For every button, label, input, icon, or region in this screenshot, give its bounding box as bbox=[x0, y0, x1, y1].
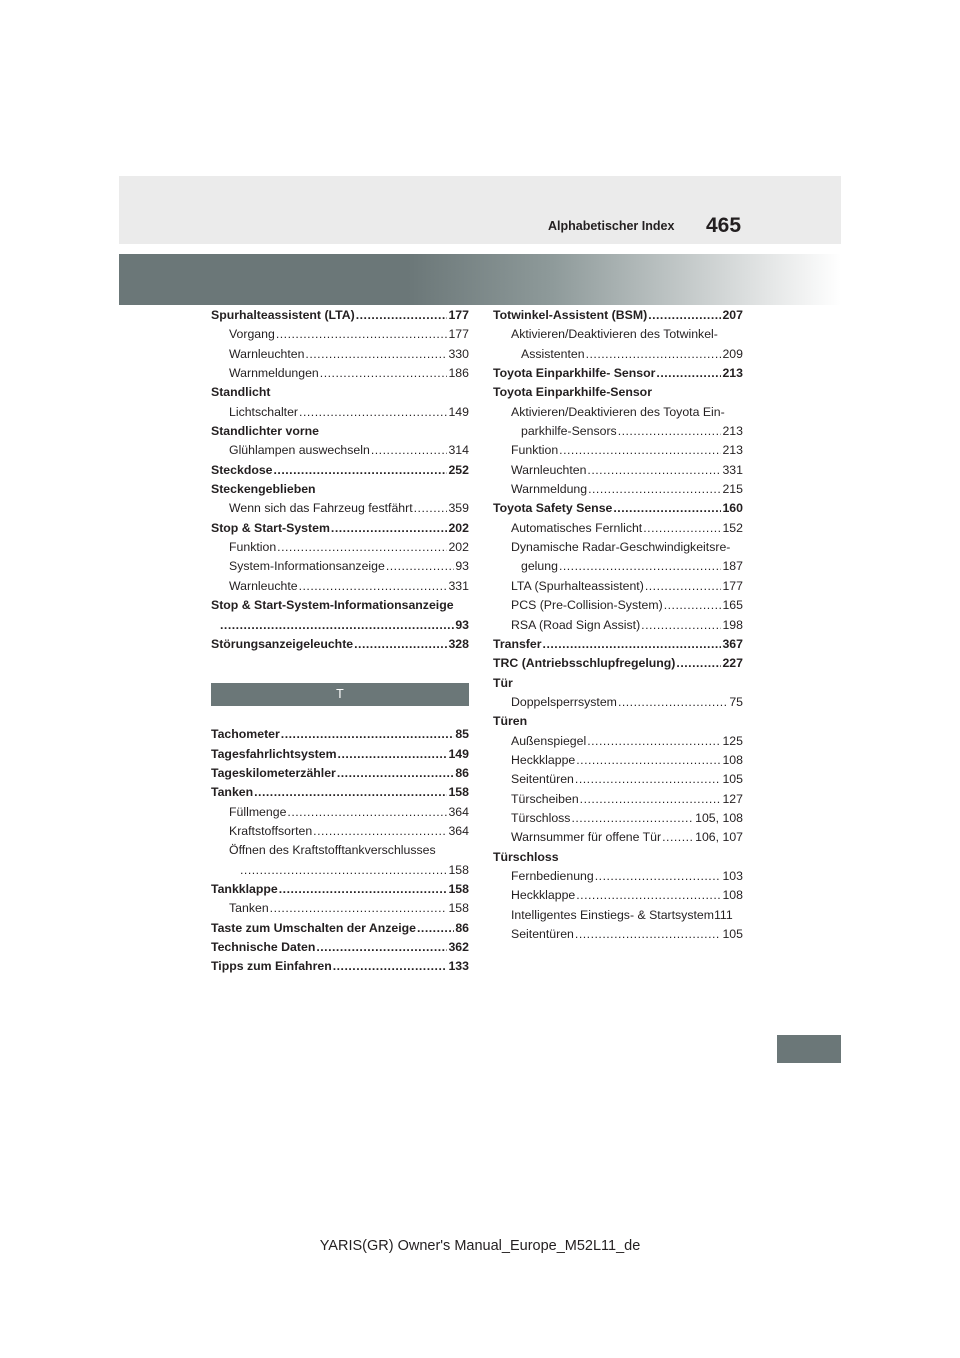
index-entry bbox=[211, 841, 469, 860]
entry-page-ref: 252 bbox=[448, 462, 469, 477]
entry-label: Warnsummer für offene Tür bbox=[511, 830, 662, 845]
section-title: Alphabetischer Index bbox=[548, 219, 675, 233]
entry-label: Warnleuchte bbox=[229, 578, 298, 593]
index-entry bbox=[211, 364, 469, 383]
entry-page-ref: 330 bbox=[448, 346, 469, 361]
entry-page-ref: 158 bbox=[448, 901, 469, 916]
entry-label: Funktion bbox=[511, 443, 559, 458]
dot-leader bbox=[281, 725, 455, 744]
entry-label: Warnleuchten bbox=[511, 462, 587, 477]
entry-label: Funktion bbox=[229, 540, 277, 555]
entry-page-ref: 133 bbox=[448, 959, 469, 974]
entry-page-ref: 105 bbox=[722, 772, 743, 787]
entry-label: Intelligentes Einstiegs- & Startsystem bbox=[511, 907, 714, 922]
dot-leader bbox=[580, 790, 722, 809]
entry-page-ref: 75 bbox=[729, 694, 743, 709]
entry-label: Taste zum Umschalten der Anzeige bbox=[211, 920, 416, 935]
dot-leader bbox=[276, 325, 448, 344]
entry-label: Heckklappe bbox=[511, 752, 576, 767]
entry-page-ref: 158 bbox=[448, 881, 469, 896]
entry-label: Dynamische Radar-Geschwindigkeitsre- bbox=[511, 540, 731, 555]
index-entry bbox=[493, 538, 743, 557]
entry-label: Türen bbox=[493, 714, 528, 729]
index-entry bbox=[493, 809, 743, 828]
dot-leader bbox=[414, 499, 448, 518]
index-block-t-continued bbox=[493, 306, 743, 944]
index-entry bbox=[211, 725, 469, 744]
entry-label: Tachometer bbox=[211, 727, 280, 742]
entry-page-ref: 314 bbox=[448, 443, 469, 458]
entry-label: LTA (Spurhalteassistent) bbox=[511, 578, 644, 593]
dot-leader bbox=[641, 616, 721, 635]
dot-leader bbox=[305, 345, 447, 364]
entry-label: gelung bbox=[521, 559, 558, 574]
entry-page-ref: 331 bbox=[448, 578, 469, 593]
entry-label: Toyota Einparkhilfe-Sensor bbox=[493, 385, 652, 400]
entry-page-ref: 198 bbox=[722, 617, 743, 632]
entry-label: Türschloss bbox=[493, 849, 559, 864]
index-entry bbox=[493, 693, 743, 712]
dot-leader bbox=[559, 557, 722, 576]
entry-label: Tanken bbox=[229, 901, 269, 916]
dot-leader bbox=[618, 693, 728, 712]
entry-label: Tankklappe bbox=[211, 881, 278, 896]
dot-leader bbox=[299, 403, 447, 422]
index-entry bbox=[211, 635, 469, 654]
entry-page-ref: 158 bbox=[448, 862, 469, 877]
dot-leader bbox=[338, 745, 448, 764]
entry-label: Fernbedienung bbox=[511, 868, 594, 883]
entry-label: parkhilfe-Sensors bbox=[521, 424, 617, 439]
index-entry bbox=[211, 306, 469, 325]
index-entry bbox=[493, 577, 743, 596]
entry-page-ref: 86 bbox=[455, 920, 469, 935]
entry-page-ref: 213 bbox=[722, 443, 743, 458]
index-entry bbox=[493, 635, 743, 654]
index-entry bbox=[493, 712, 743, 731]
entry-page-ref: 213 bbox=[722, 424, 743, 439]
entry-page-ref: 359 bbox=[448, 501, 469, 516]
entry-label: PCS (Pre-Collision-System) bbox=[511, 598, 663, 613]
entry-label: Tipps zum Einfahren bbox=[211, 959, 332, 974]
entry-page-ref: 160 bbox=[722, 501, 743, 516]
dot-leader bbox=[354, 635, 447, 654]
entry-label: Füllmenge bbox=[229, 804, 287, 819]
index-entry bbox=[211, 957, 469, 976]
index-entry bbox=[493, 480, 743, 499]
index-entry bbox=[493, 325, 743, 344]
index-entry bbox=[493, 557, 743, 576]
entry-label: TRC (Antriebsschlupfregelung) bbox=[493, 656, 676, 671]
dot-leader bbox=[274, 461, 448, 480]
index-entry bbox=[211, 764, 469, 783]
entry-label: Türscheiben bbox=[511, 791, 579, 806]
entry-label: Aktivieren/Deaktivieren des Totwinkel- bbox=[511, 327, 718, 342]
entry-label: Lichtschalter bbox=[229, 404, 299, 419]
entry-page-ref: 177 bbox=[722, 578, 743, 593]
entry-page-ref: 202 bbox=[448, 520, 469, 535]
index-entry bbox=[493, 848, 743, 867]
footer-manual-id: YARIS(GR) Owner's Manual_Europe_M52L11_de bbox=[319, 1238, 641, 1254]
index-entry bbox=[493, 422, 743, 441]
dot-leader bbox=[559, 441, 721, 460]
entry-page-ref: 93 bbox=[455, 617, 469, 632]
entry-page-ref: 186 bbox=[448, 366, 469, 381]
index-entry bbox=[211, 403, 469, 422]
entry-page-ref: 364 bbox=[448, 804, 469, 819]
index-column-right bbox=[493, 306, 743, 944]
index-entry bbox=[493, 345, 743, 364]
entry-page-ref: 108 bbox=[722, 752, 743, 767]
index-entry bbox=[211, 899, 469, 918]
entry-label: Störungsanzeigeleuchte bbox=[211, 636, 354, 651]
entry-page-ref: 127 bbox=[722, 791, 743, 806]
entry-page-ref: 152 bbox=[722, 520, 743, 535]
index-entry bbox=[211, 519, 469, 538]
dot-leader bbox=[643, 519, 721, 538]
entry-label: Wenn sich das Fahrzeug festfährt bbox=[229, 501, 413, 516]
entry-page-ref: 105, 108 bbox=[695, 810, 743, 825]
entry-label: Doppelsperrsystem bbox=[511, 694, 617, 709]
index-entry bbox=[493, 770, 743, 789]
entry-label: Stop & Start-System-Informationsanzeige bbox=[211, 598, 454, 613]
dot-leader bbox=[337, 764, 454, 783]
index-entry bbox=[493, 364, 743, 383]
index-entry bbox=[211, 616, 469, 635]
entry-page-ref: 215 bbox=[722, 482, 743, 497]
entry-label: Glühlampen auswechseln bbox=[229, 443, 370, 458]
index-entry bbox=[211, 461, 469, 480]
entry-label: Öffnen des Kraftstofftankverschlusses bbox=[229, 843, 436, 858]
dot-leader bbox=[575, 925, 722, 944]
entry-page-ref: 362 bbox=[448, 939, 469, 954]
entry-label: Aktivieren/Deaktivieren des Toyota Ein- bbox=[511, 404, 725, 419]
dot-leader bbox=[587, 461, 721, 480]
dot-leader bbox=[279, 880, 448, 899]
index-entry bbox=[211, 919, 469, 938]
entry-page-ref: 149 bbox=[448, 746, 469, 761]
dot-leader bbox=[648, 306, 721, 325]
entry-label: Tür bbox=[493, 675, 513, 690]
entry-page-ref: 103 bbox=[722, 868, 743, 883]
index-entry bbox=[493, 519, 743, 538]
entry-page-ref: 111 bbox=[713, 907, 733, 922]
entry-page-ref: 202 bbox=[448, 540, 469, 555]
entry-label: Heckklappe bbox=[511, 888, 576, 903]
entry-label: Tanken bbox=[211, 785, 254, 800]
dot-leader bbox=[277, 538, 447, 557]
index-entry bbox=[493, 383, 743, 402]
index-entry bbox=[493, 616, 743, 635]
dot-leader bbox=[595, 867, 722, 886]
entry-page-ref: 158 bbox=[448, 785, 469, 800]
entry-page-ref: 108 bbox=[722, 888, 743, 903]
index-entry bbox=[211, 422, 469, 441]
index-entry bbox=[493, 306, 743, 325]
index-entry bbox=[211, 803, 469, 822]
index-entry bbox=[211, 383, 469, 402]
index-entry bbox=[493, 886, 743, 905]
chapter-tab bbox=[777, 1035, 841, 1063]
dot-leader bbox=[576, 886, 721, 905]
dot-leader bbox=[587, 732, 721, 751]
dot-leader bbox=[270, 899, 448, 918]
entry-label: Spurhalteassistent (LTA) bbox=[211, 308, 355, 322]
entry-label: Automatisches Fernlicht bbox=[511, 520, 643, 535]
entry-page-ref: 177 bbox=[448, 308, 469, 322]
entry-page-ref: 149 bbox=[448, 404, 469, 419]
entry-label: Transfer bbox=[493, 636, 542, 651]
index-entry bbox=[493, 790, 743, 809]
dot-leader bbox=[656, 364, 721, 383]
entry-label: Türschloss bbox=[511, 810, 571, 825]
page-number: 465 bbox=[706, 214, 742, 237]
index-entry bbox=[493, 751, 743, 770]
index-block-t bbox=[211, 725, 469, 976]
dot-leader bbox=[664, 596, 722, 615]
index-entry bbox=[211, 822, 469, 841]
index-entry bbox=[493, 461, 743, 480]
index-entry bbox=[493, 828, 743, 847]
entry-label: Stop & Start-System bbox=[211, 520, 330, 535]
dot-leader bbox=[575, 770, 722, 789]
entry-page-ref: 86 bbox=[455, 765, 469, 780]
index-entry bbox=[211, 441, 469, 460]
index-entry bbox=[211, 596, 469, 615]
index-block-s bbox=[211, 306, 469, 654]
index-entry bbox=[493, 925, 743, 944]
entry-label: Steckengeblieben bbox=[211, 482, 316, 497]
index-entry bbox=[211, 861, 469, 880]
entry-page-ref: 213 bbox=[722, 366, 743, 381]
index-entry bbox=[211, 325, 469, 344]
entry-label: Totwinkel-Assistent (BSM) bbox=[493, 308, 648, 322]
entry-page-ref: 209 bbox=[722, 346, 743, 361]
dot-leader bbox=[356, 306, 448, 325]
index-entry bbox=[211, 557, 469, 576]
index-entry bbox=[211, 577, 469, 596]
entry-page-ref: 93 bbox=[455, 559, 469, 574]
dot-leader bbox=[316, 938, 447, 957]
index-entry bbox=[493, 906, 743, 925]
dot-leader bbox=[386, 557, 454, 576]
entry-label: Kraftstoffsorten bbox=[229, 823, 313, 838]
index-entry bbox=[493, 674, 743, 693]
dot-leader bbox=[613, 499, 721, 518]
entry-page-ref: 187 bbox=[722, 559, 743, 574]
entry-page-ref: 125 bbox=[722, 733, 743, 748]
dot-leader bbox=[254, 783, 447, 802]
dot-leader bbox=[588, 480, 721, 499]
index-entry bbox=[493, 499, 743, 518]
dot-leader bbox=[662, 828, 694, 847]
entry-label: Vorgang bbox=[229, 327, 275, 342]
entry-page-ref: 105 bbox=[722, 927, 743, 941]
index-entry bbox=[211, 480, 469, 499]
entry-label: Warnleuchten bbox=[229, 346, 305, 361]
index-entry bbox=[211, 345, 469, 364]
entry-page-ref: 331 bbox=[722, 462, 743, 477]
entry-label: Warnmeldungen bbox=[229, 366, 319, 381]
index-entry bbox=[493, 441, 743, 460]
dot-leader bbox=[571, 809, 694, 828]
letter-heading-t: T bbox=[211, 683, 469, 706]
index-entry bbox=[211, 938, 469, 957]
entry-label: Technische Daten bbox=[211, 939, 316, 954]
entry-label: Steckdose bbox=[211, 462, 273, 477]
index-entry bbox=[493, 403, 743, 422]
dot-leader bbox=[287, 803, 447, 822]
entry-page-ref: 364 bbox=[448, 823, 469, 838]
entry-page-ref: 207 bbox=[722, 308, 743, 322]
entry-page-ref: 328 bbox=[448, 636, 469, 651]
entry-label: RSA (Road Sign Assist) bbox=[511, 617, 641, 632]
header-gradient-bar bbox=[119, 254, 841, 305]
index-entry bbox=[493, 867, 743, 886]
index-entry bbox=[211, 538, 469, 557]
entry-label: Toyota Safety Sense bbox=[493, 501, 613, 516]
dot-leader bbox=[645, 577, 722, 596]
index-entry bbox=[211, 783, 469, 802]
dot-leader bbox=[299, 577, 448, 596]
entry-label: Standlicht bbox=[211, 385, 271, 400]
index-entry bbox=[493, 596, 743, 615]
dot-leader bbox=[417, 919, 454, 938]
dot-leader bbox=[220, 616, 454, 635]
entry-page-ref: 85 bbox=[455, 727, 469, 742]
entry-label: Assistenten bbox=[521, 346, 585, 361]
dot-leader bbox=[240, 861, 447, 880]
entry-label: Warnmeldung bbox=[511, 482, 588, 497]
entry-page-ref: 165 bbox=[722, 598, 743, 613]
entry-label: Toyota Einparkhilfe- Sensor bbox=[493, 366, 656, 381]
entry-page-ref: 106, 107 bbox=[695, 830, 743, 845]
index-entry bbox=[211, 880, 469, 899]
dot-leader bbox=[320, 364, 448, 383]
entry-label: System-Informationsanzeige bbox=[229, 559, 385, 574]
entry-page-ref: 367 bbox=[722, 636, 743, 651]
dot-leader bbox=[313, 822, 447, 841]
index-entry bbox=[211, 499, 469, 518]
entry-page-ref: 227 bbox=[722, 656, 743, 671]
dot-leader bbox=[576, 751, 721, 770]
dot-leader bbox=[586, 345, 722, 364]
index-column-left bbox=[211, 306, 469, 977]
entry-label: Tageskilometerzähler bbox=[211, 765, 336, 780]
dot-leader bbox=[676, 654, 721, 673]
dot-leader bbox=[618, 422, 722, 441]
entry-label: Standlichter vorne bbox=[211, 424, 319, 439]
dot-leader bbox=[371, 441, 448, 460]
entry-page-ref: 177 bbox=[448, 327, 469, 342]
dot-leader bbox=[333, 957, 448, 976]
index-entry bbox=[211, 745, 469, 764]
dot-leader bbox=[331, 519, 448, 538]
index-entry bbox=[493, 732, 743, 751]
dot-leader bbox=[543, 635, 722, 654]
index-entry bbox=[493, 654, 743, 673]
entry-label: Tagesfahrlichtsystem bbox=[211, 746, 337, 761]
entry-label: Seitentüren bbox=[511, 927, 574, 941]
entry-label: Außenspiegel bbox=[511, 733, 587, 748]
entry-label: Seitentüren bbox=[511, 772, 574, 787]
